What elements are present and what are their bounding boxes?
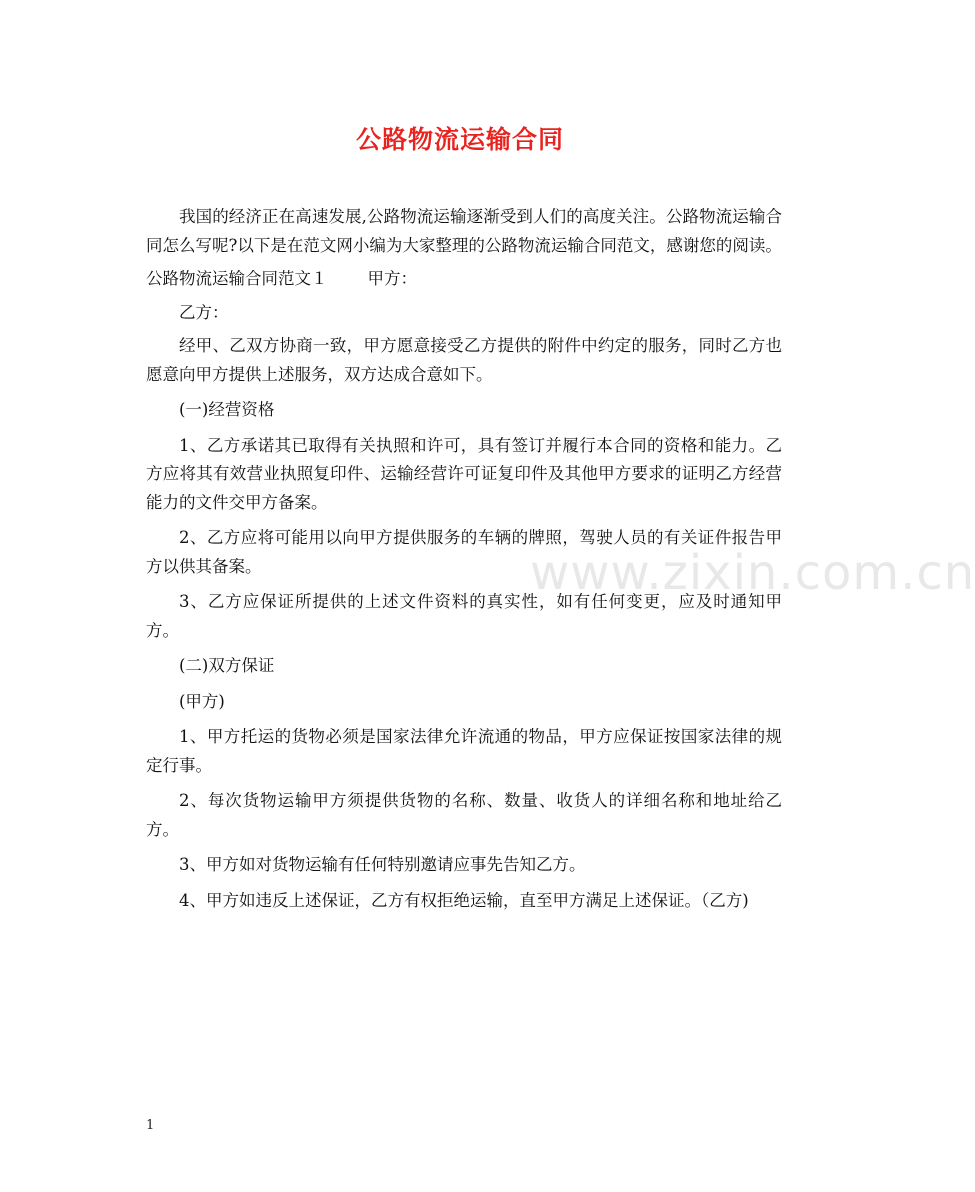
section-2-item-2: 2、每次货物运输甲方须提供货物的名称、数量、收货人的详细名称和地址给乙方。 [146,791,782,839]
party-b-label: 乙方： [179,302,229,322]
document-body [146,203,782,915]
agreement-paragraph: 经甲、乙双方协商一致，甲方愿意接受乙方提供的附件中约定的服务，同时乙方也愿意向甲方提供上述服务，双方达成合意如下。 [146,336,782,384]
section-1-item-2: 2、乙方应将可能用以向甲方提供服务的车辆的牌照，驾驶人员的有关证件报告甲方以供其备案。 [146,528,782,576]
site-watermark: www.zixin.com.cn [530,545,975,601]
section-2-title: (二)双方保证 [179,656,275,675]
intro-paragraph: 我国的经济正在高速发展,公路物流运输逐渐受到人们的高度关注。公路物流运输合同怎么写呢?以下是在范文网小编为大家整理的公路物流运输合同范文，感谢您的阅读。 [146,207,782,255]
section-1-item-1: 1、乙方承诺其已取得有关执照和许可，具有签订并履行本合同的资格和能力。乙方应将其有效营业执照复印件、运输经营许可证复印件及其他甲方要求的证明乙方经营能力的文件交甲方备案。 [146,435,782,512]
sample-heading: 公路物流运输合同范文１ [146,269,328,288]
document-title: 公路物流运输合同 [355,125,564,154]
sample-heading-line [146,265,782,294]
section-2-item-3: 3、甲方如对货物运输有任何特别邀请应事先告知乙方。 [179,855,586,874]
section-1-title: (一)经营资格 [179,400,275,419]
party-a-subheading: (甲方) [179,691,225,711]
page-number: 1 [146,1118,155,1133]
section-1-item-3: 3、乙方应保证所提供的上述文件资料的真实性，如有任何变更，应及时通知甲方。 [146,592,782,640]
section-2-item-1: 1、甲方托运的货物必须是国家法律允许流通的物品，甲方应保证按国家法律的规定行事。 [146,727,782,775]
party-a-label: 甲方： [367,269,417,288]
section-2-item-4: 4、甲方如违反上述保证，乙方有权拒绝运输，直至甲方满足上述保证。（乙方) [179,890,749,910]
